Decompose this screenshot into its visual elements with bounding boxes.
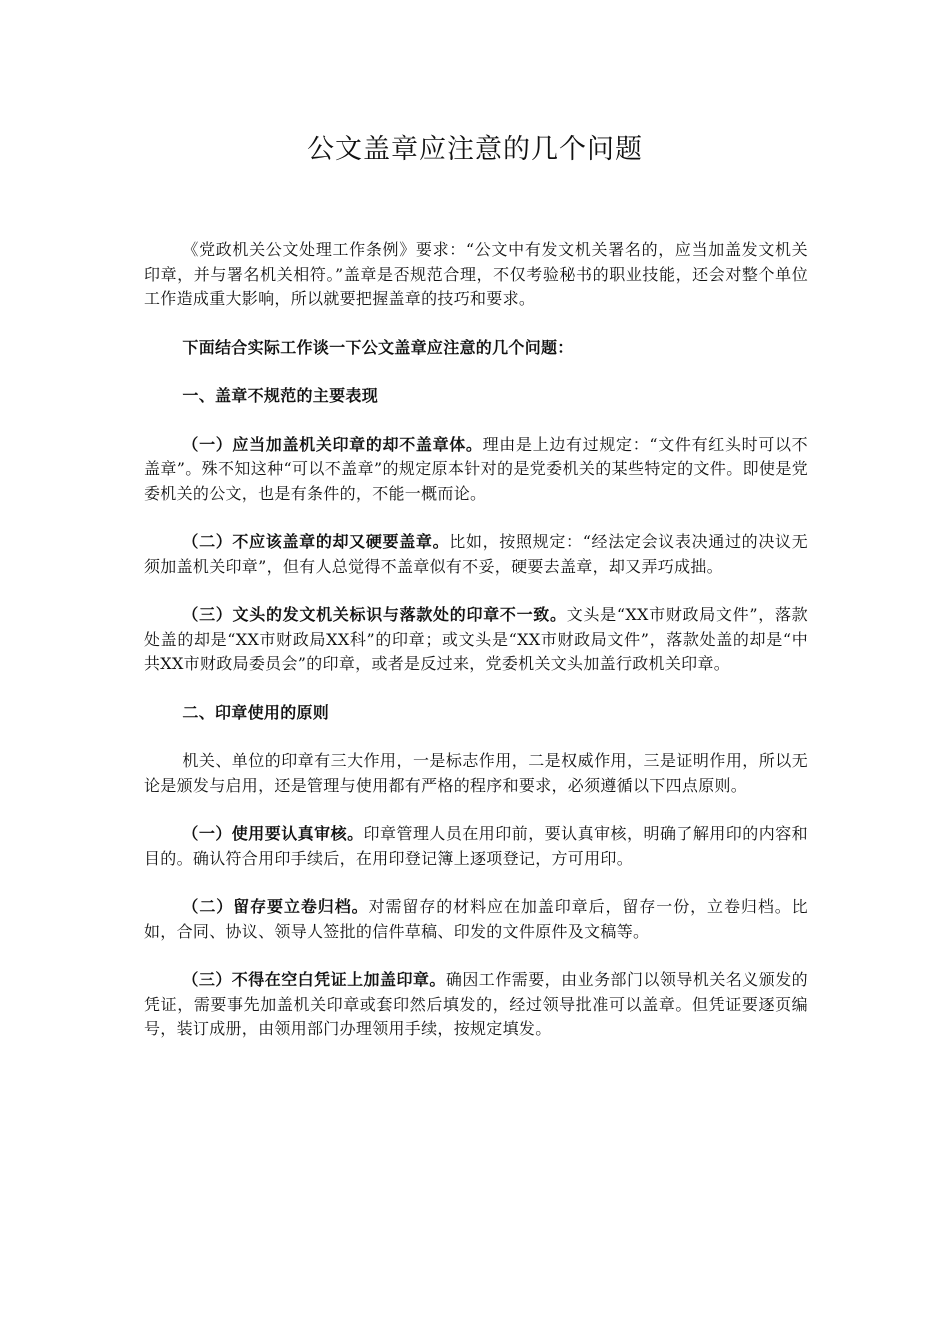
section2-item-1	[144, 822, 808, 871]
section1-item-2-bold: （二）不应该盖章的却又硬要盖章。	[182, 532, 450, 551]
section1-item-2	[144, 530, 808, 579]
section2-item-2	[144, 895, 808, 944]
section2-heading: 二、印章使用的原则	[182, 702, 330, 722]
section1-item-1	[144, 433, 808, 507]
section2-item-2-bold: （二）留存要立卷归档。	[182, 897, 369, 916]
section1-item-3-text: 文头是“XX市财政局文件”，落款处盖的却是“XX市财政局XX科”的印章；或文头是“XX市财政局文件”，落款处盖的却是“中共XX市财政局委员会”的印章，或者是反过来，党委机关文头加盖行政机关印章。	[144, 605, 808, 673]
section2-item-3-bold: （三）不得在空白凭证上加盖印章。	[182, 970, 446, 989]
document-body	[144, 238, 808, 1066]
section1-item-1-bold: （一）应当加盖机关印章的却不盖章体。	[182, 434, 483, 454]
section2-item-3-text: 确因工作需要，由业务部门以领导机关名义颁发的凭证，需要事先加盖机关印章或套印然后填发的，经过领导批准可以盖章。但凭证要逐页编号，装订成册，由领用部门办理领用手续，按规定填发。	[144, 970, 808, 1038]
section1-item-3-bold: （三）文头的发文机关标识与落款处的印章不一致。	[182, 605, 567, 624]
lead-paragraph: 下面结合实际工作谈一下公文盖章应注意的几个问题：	[182, 337, 574, 357]
document-title: 公文盖章应注意的几个问题	[307, 134, 643, 165]
section2-item-1-text: 印章管理人员在用印前，要认真审核，明确了解用印的内容和目的。确认符合用印手续后，在用印登记簿上逐项登记，方可用印。	[144, 824, 808, 868]
section2-item-1-bold: （一）使用要认真审核。	[182, 824, 364, 843]
section2-intro: 机关、单位的印章有三大作用，一是标志作用，二是权威作用，三是证明作用，所以无论是颁发与启用，还是管理与使用都有严格的程序和要求，必须遵循以下四点原则。	[144, 751, 808, 795]
section1-item-1-text: 理由是上边有过规定：“文件有红头时可以不盖章”。殊不知这种“可以不盖章”的规定原本针对的是党委机关的某些特定的文件。即使是党委机关的公文，也是有条件的，不能一概而论。	[144, 434, 808, 503]
section2-item-3	[144, 968, 808, 1042]
section1-item-3	[144, 603, 808, 677]
section1-item-2-text: 比如，按照规定：“经法定会议表决通过的决议无须加盖机关印章”，但有人总觉得不盖章似有不妥，硬要去盖章，却又弄巧成拙。	[144, 532, 809, 576]
section2-item-2-text: 对需留存的材料应在加盖印章后，留存一份，立卷归档。比如，合同、协议、领导人签批的信件草稿、印发的文件原件及文稿等。	[144, 897, 808, 941]
intro-paragraph: 《党政机关公文处理工作条例》要求：“公文中有发文机关署名的，应当加盖发文机关印章，并与署名机关相符。”盖章是否规范合理，不仅考验秘书的职业技能，还会对整个单位工作造成重大影响，所以就要把握盖章的技巧和要求。	[144, 240, 808, 308]
section1-heading: 一、盖章不规范的主要表现	[182, 386, 378, 405]
